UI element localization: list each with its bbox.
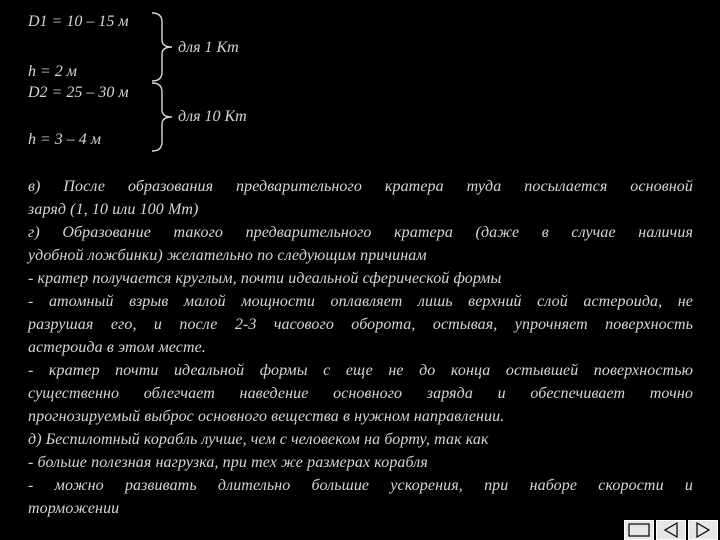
text-line: удобной ложбинки) желательно по следующим причинам xyxy=(28,247,427,264)
label-1kt: для 1 Кт xyxy=(178,39,239,56)
prev-button[interactable] xyxy=(656,520,686,540)
next-icon xyxy=(689,521,717,539)
text-line: торможении xyxy=(28,500,120,517)
formula-h2: h = 3 – 4 м xyxy=(28,131,102,148)
text-line: в) После образования предварительного кратера туда посылается основной xyxy=(28,178,693,195)
nav-end-icon xyxy=(625,521,653,539)
brace-icon xyxy=(148,12,178,82)
formula-d2: D2 = 25 – 30 м xyxy=(28,84,129,101)
text-line: - кратер получается круглым, почти идеальной сферической формы xyxy=(28,270,502,287)
text-line: - больше полезная нагрузка, при тех же размерах корабля xyxy=(28,454,428,471)
text-line: существенно облегчает наведение основного заряда и обеспечивает точно xyxy=(28,385,693,402)
nav-end-button[interactable] xyxy=(624,520,654,540)
text-line: г) Образование такого предварительного кратера (даже в случае наличия xyxy=(28,224,693,241)
text-line: разрушая его, и после 2-3 часового оборота, остывая, упрочняет поверхность xyxy=(28,316,693,333)
text-line: - кратер почти идеальной формы с еще не до конца остывшей поверхностью xyxy=(28,362,693,379)
text-line: прогнозируемый выброс основного вещества в нужном направлении. xyxy=(28,408,505,425)
formula-d1: D1 = 10 – 15 м xyxy=(28,13,129,30)
text-line: астероида в этом месте. xyxy=(28,339,206,356)
text-line: д) Беспилотный корабль лучше, чем с человеком на борту, так как xyxy=(28,431,489,448)
text-line: - атомный взрыв малой мощности оплавляет лишь верхний слой астероида, не xyxy=(28,293,693,310)
brace-icon xyxy=(148,82,178,152)
prev-icon xyxy=(657,521,685,539)
formula-h1: h = 2 м xyxy=(28,63,78,80)
label-10kt: для 10 Кт xyxy=(178,108,247,125)
next-button[interactable] xyxy=(688,520,718,540)
text-line: - можно развивать длительно большие ускорения, при наборе скорости и xyxy=(28,477,693,494)
text-line: заряд (1, 10 или 100 Мт) xyxy=(28,201,199,218)
